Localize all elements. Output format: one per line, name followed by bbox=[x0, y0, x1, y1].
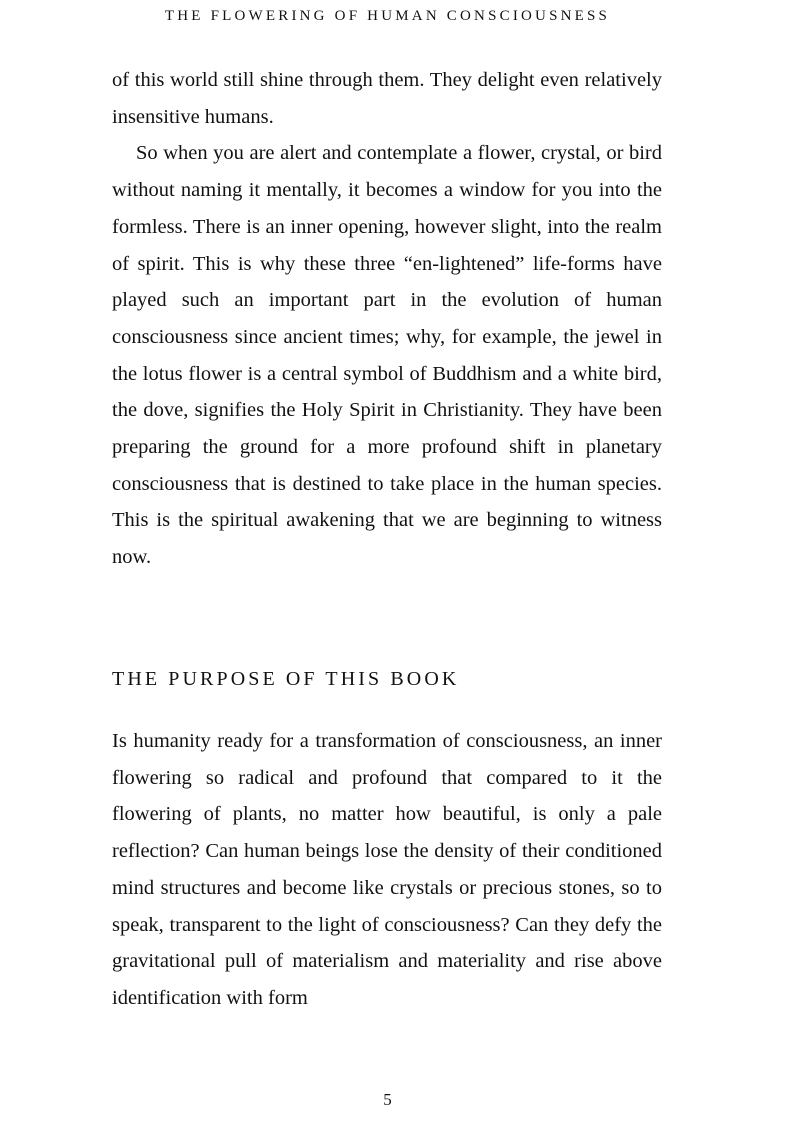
section-body-text bbox=[112, 723, 662, 1017]
page-number: 5 bbox=[383, 1090, 392, 1109]
section-heading: THE PURPOSE OF THIS BOOK bbox=[112, 668, 460, 690]
paragraph-continued: of this world still shine through them. They delight even relatively insensitive humans. bbox=[112, 69, 662, 128]
paragraph: So when you are alert and contemplate a flower, crystal, or bird without naming it mentally, it becomes a window for you into the formless. There is an inner opening, however slight, into the realm of spirit. This is why these three “en-lightened” life-forms have played such an important part in the evolution of human consciousness since ancient times; why, for example, the jewel in the lotus flower is a central symbol of Buddhism and a white bird, the dove, signifies the Holy Spirit in Christianity. They have been preparing the ground for a more profound shift in planetary consciousness that is destined to take place in the human species. This is the spiritual awakening that we are beginning to witness now. bbox=[112, 142, 662, 569]
body-text bbox=[112, 62, 662, 576]
paragraph: Is humanity ready for a transformation of consciousness, an inner flowering so radical and profound that compared to it the flowering of plants, no matter how beautiful, is only a pale reflection? Can human beings lose the density of their conditioned mind structures and become like crystals or precious stones, so to speak, transparent to the light of consciousness? Can they defy the gravitational pull of materialism and materiality and rise above identification with form bbox=[112, 730, 662, 1009]
running-header: THE FLOWERING OF HUMAN CONSCIOUSNESS bbox=[164, 8, 611, 24]
